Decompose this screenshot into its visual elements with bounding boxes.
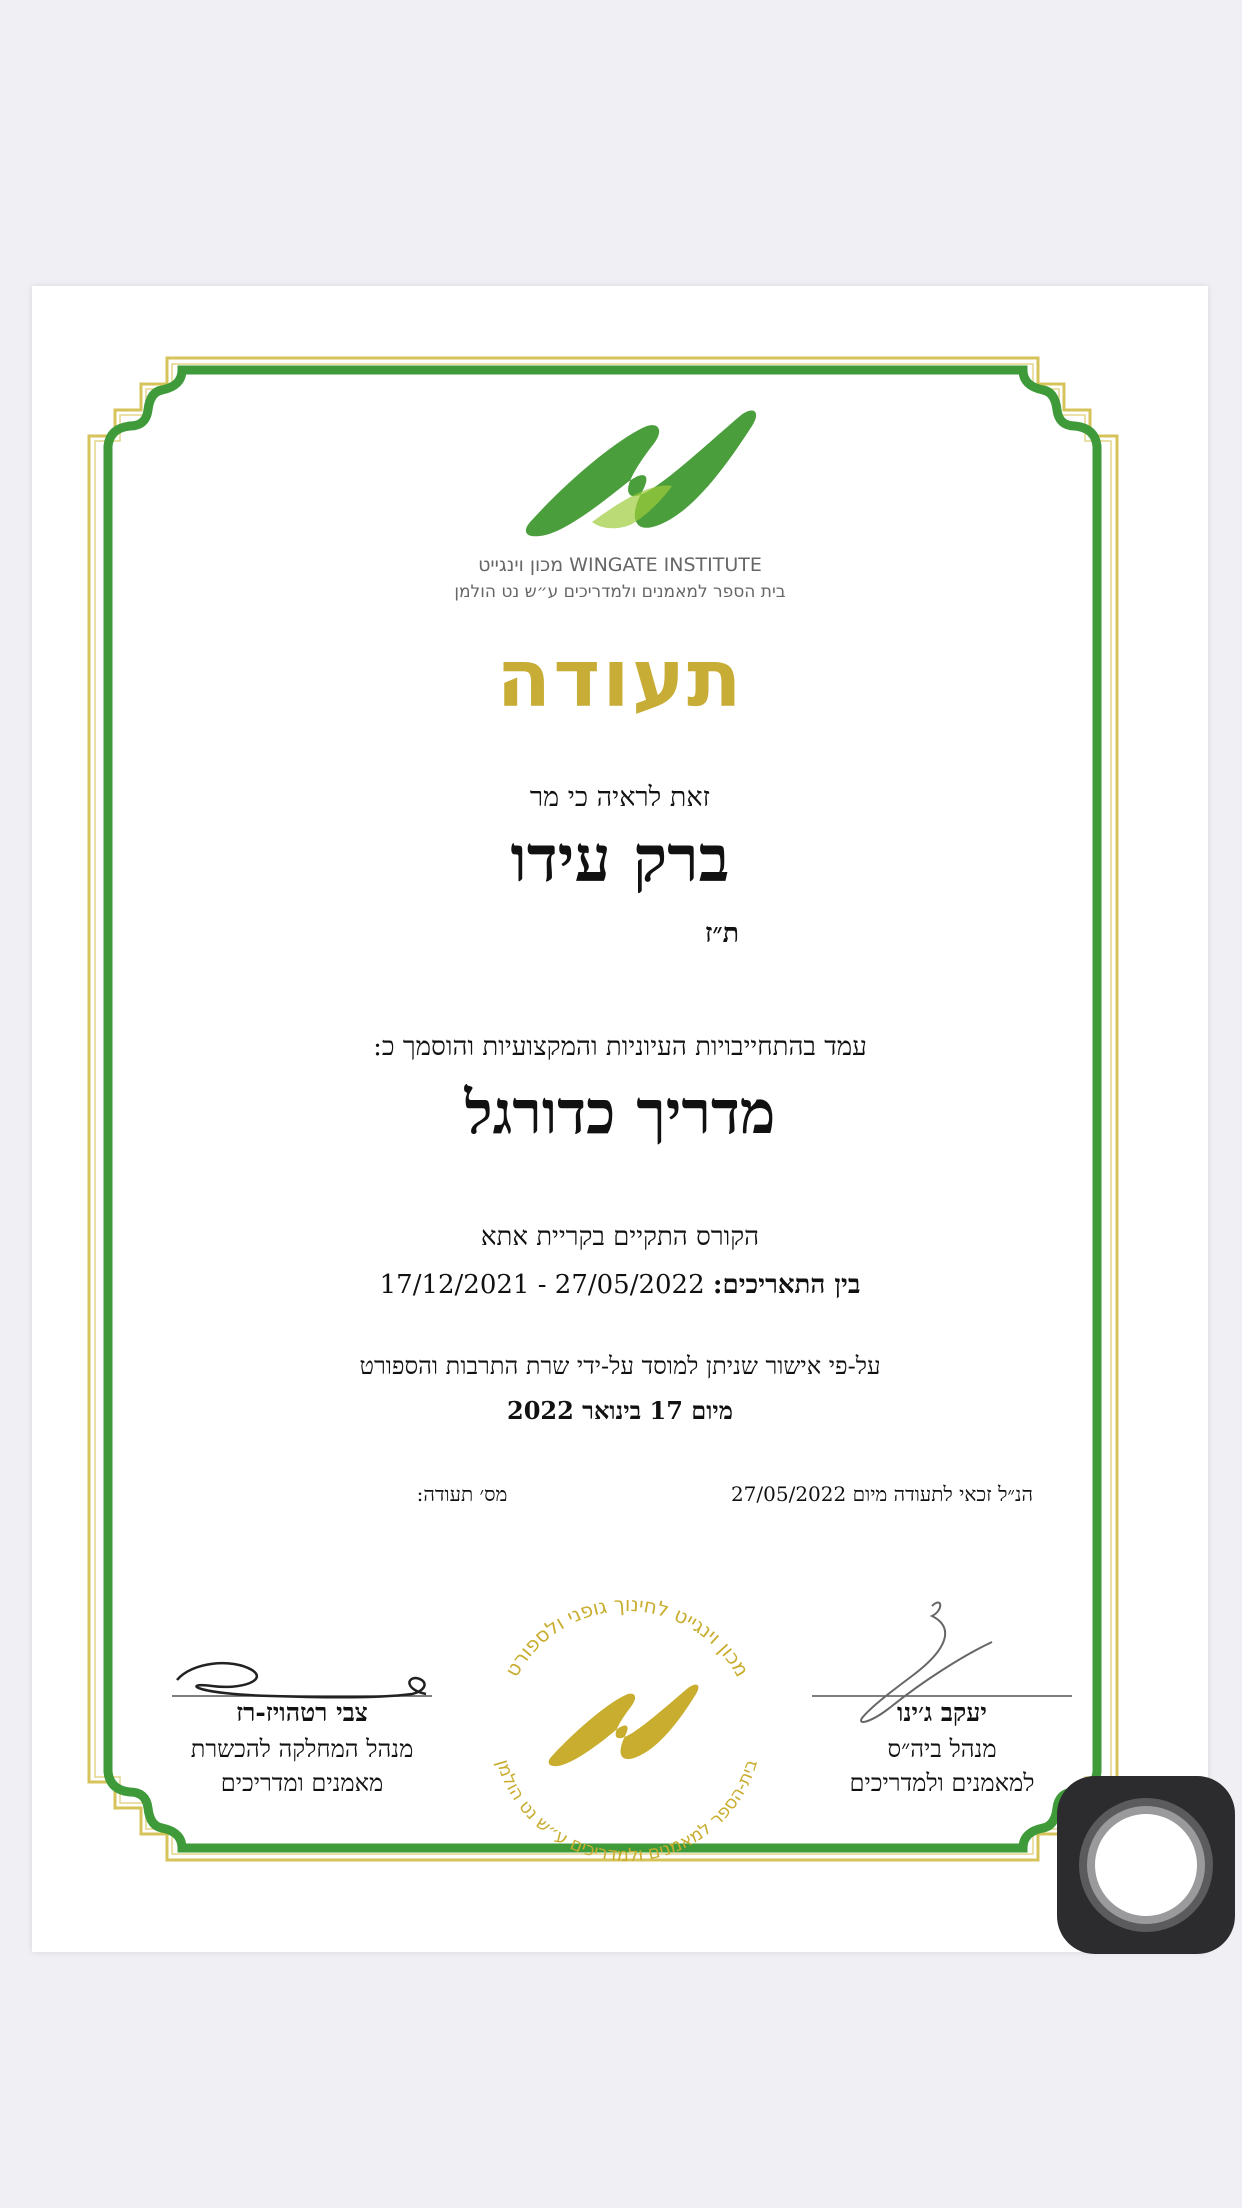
dates-label: בין התאריכים: [712,1270,861,1300]
intro-text: זאת לראיה כי מר [529,782,711,813]
left-signer-role-1: מנהל המחלקה להכשרת [190,1735,414,1763]
right-signer-role-1: מנהל ביה״ס [887,1735,997,1763]
recipient-name: ברק עידו [510,822,730,897]
assistive-touch-ring [1079,1798,1213,1932]
entitled-text: הנ״ל זכאי לתעודה מיום 27/05/2022 [730,1482,1034,1506]
wingate-logo-icon [526,411,756,537]
approval-line-2: מיום 17 בינואר 2022 [507,1396,733,1425]
cert-number-label: מס׳ תעודה: [416,1482,508,1506]
left-signer-name: צבי רטהויז-רז [236,1698,368,1727]
certificate-title: תעודה [496,632,744,725]
id-label: ת״ז [704,918,740,949]
institute-name: מכון וינגייט WINGATE INSTITUTE [478,554,762,576]
dates-value: 17/12/2021 - 27/05/2022 [379,1270,705,1300]
seal-logo-icon [549,1685,699,1767]
left-signature-scribble [177,1663,426,1697]
right-signer-name: יעקב ג׳ינו [897,1698,987,1727]
course-location: הקורס התקיים בקריית אתא [480,1222,760,1252]
approval-line-1: על-פי אישור שניתן למוסד על-ידי שרת התרבות והספורט [359,1352,881,1380]
course-dates [32,1270,1208,1300]
completed-text: עמד בהתחייבויות העיוניות והמקצועיות והוסמך כ: [373,1032,867,1062]
left-signer-role-2: מאמנים ומדריכים [220,1769,384,1797]
seal-bottom-text: בית-הספר למאמנים ולמדריכים ע״ש נט הולמן [491,1756,763,1867]
seal-top-text: מכון וינגייט לחינוך גופני ולספורט [499,1591,755,1681]
certificate-sheet [32,286,1208,1952]
role-title: מדריך כדורגל [464,1078,776,1148]
right-signer-role-2: למאמנים ולמדריכים [849,1769,1035,1797]
school-name: בית הספר למאמנים ולמדריכים ע״ש נט הולמן [454,582,786,602]
assistive-touch-button[interactable] [1057,1776,1235,1954]
